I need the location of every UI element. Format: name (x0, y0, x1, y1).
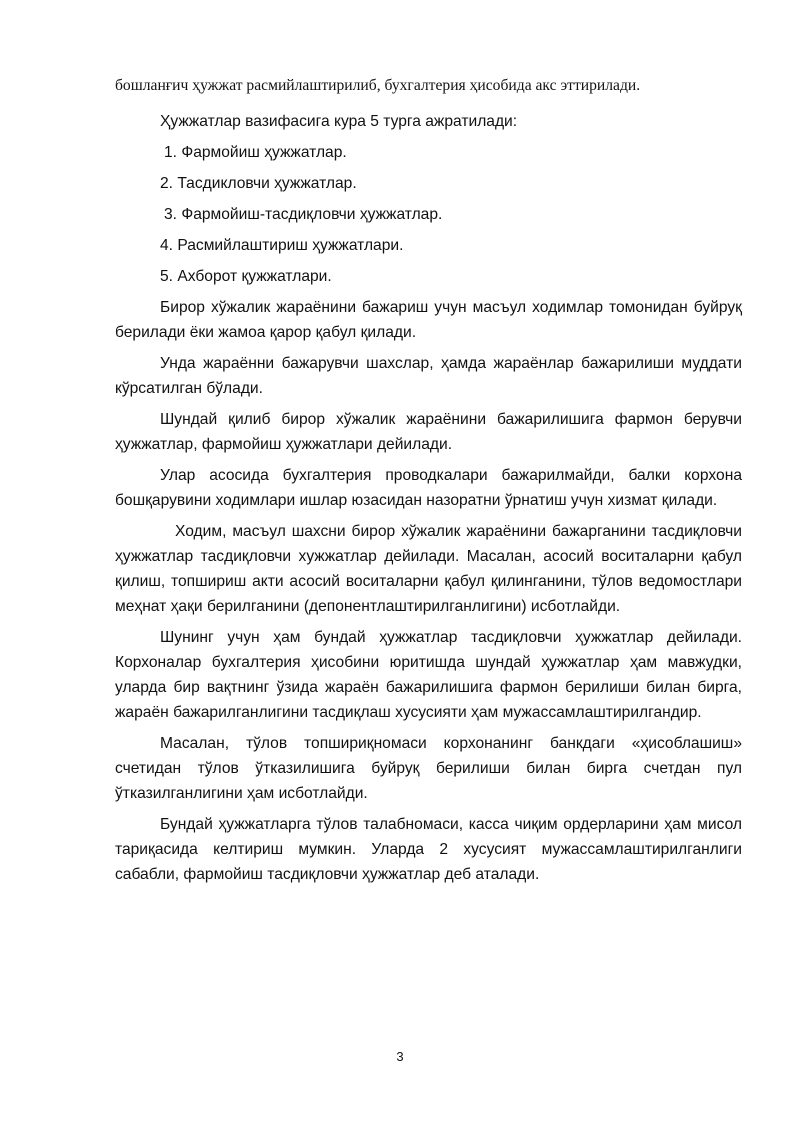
list-item: 2. Тасдикловчи ҳужжатлар. (160, 175, 357, 192)
paragraph: Улар асосида бухгалтерия проводкалари бажарилмайди, балки корхона бошқарувини ходимлари ишлар юзасидан назоратни ўрнатиш учун хизмат қилади. (115, 467, 742, 509)
document-body (115, 73, 742, 893)
list-item: 3. Фармойиш-тасдиқловчи ҳужжатлар. (164, 206, 443, 223)
paragraph: Бундай ҳужжатларга тўлов талабномаси, касса чиқим ордерларини ҳам мисол тариқасида келтириш мумкин. Уларда 2 хусусият мужассамлаштирилганлиги сабабли, фармойиш тасдиқловчи ҳужжатлар деб аталади. (115, 816, 742, 883)
paragraph-types-intro: Ҳужжатлар вазифасига кура 5 турга ажратилади: (160, 113, 518, 130)
list-item: 5. Ахборот қужжатлари. (160, 268, 332, 285)
list-item: 4. Расмийлаштириш ҳужжатлари. (160, 237, 404, 254)
paragraph: Масалан, тўлов топшириқномаси корхонанинг банкдаги «ҳисоблашиш» счетидан тўлов ўтказилишига буйруқ берилиши билан бирга счетдан пул ўтказилганлигини ҳам исботлайди. (115, 735, 742, 802)
paragraph: Ходим, масъул шахсни бирор хўжалик жараёнини бажарганини тасдиқловчи ҳужжатлар тасдиқловчи хужжатлар дейилади. Масалан, асосий воситаларни қабул қилиш, топшириш акти асосий воситаларни қабул қилинганини, тўлов ведомостлари меҳнат ҳақи берилганини (депонентлаштирилганлигини) исботлайди. (115, 523, 742, 615)
paragraph: Унда жараённи бажарувчи шахслар, ҳамда жараёнлар бажарилиши муддати кўрсатилган бўлади. (115, 355, 742, 397)
paragraph-continuation: бошланғич ҳужжат расмийлаштирилиб, бухгалтерия ҳисобида акс эттирилади. (115, 77, 641, 94)
paragraph: Шундай қилиб бирор хўжалик жараёнини бажарилишига фармон берувчи ҳужжатлар, фармойиш ҳужжатлари дейилади. (115, 411, 742, 453)
page-number: 3 (396, 1049, 404, 1064)
paragraph: Бирор хўжалик жараёнини бажариш учун масъул ходимлар томонидан буйруқ берилади ёки жамоа қарор қабул қилади. (115, 299, 742, 341)
paragraph: Шунинг учун ҳам бундай ҳужжатлар тасдиқловчи ҳужжатлар дейилади. Корхоналар бухгалтерия ҳисобини юритишда шундай ҳужжатлар ҳам мавжудки, уларда бир вақтнинг ўзида жараён бажарилишига фармон берилиши билан бирга, жараён бажарилганлигини тасдиқлаш хусусияти ҳам мужассамлаштирилгандир. (115, 629, 742, 721)
list-item: 1. Фармойиш ҳужжатлар. (164, 144, 347, 161)
